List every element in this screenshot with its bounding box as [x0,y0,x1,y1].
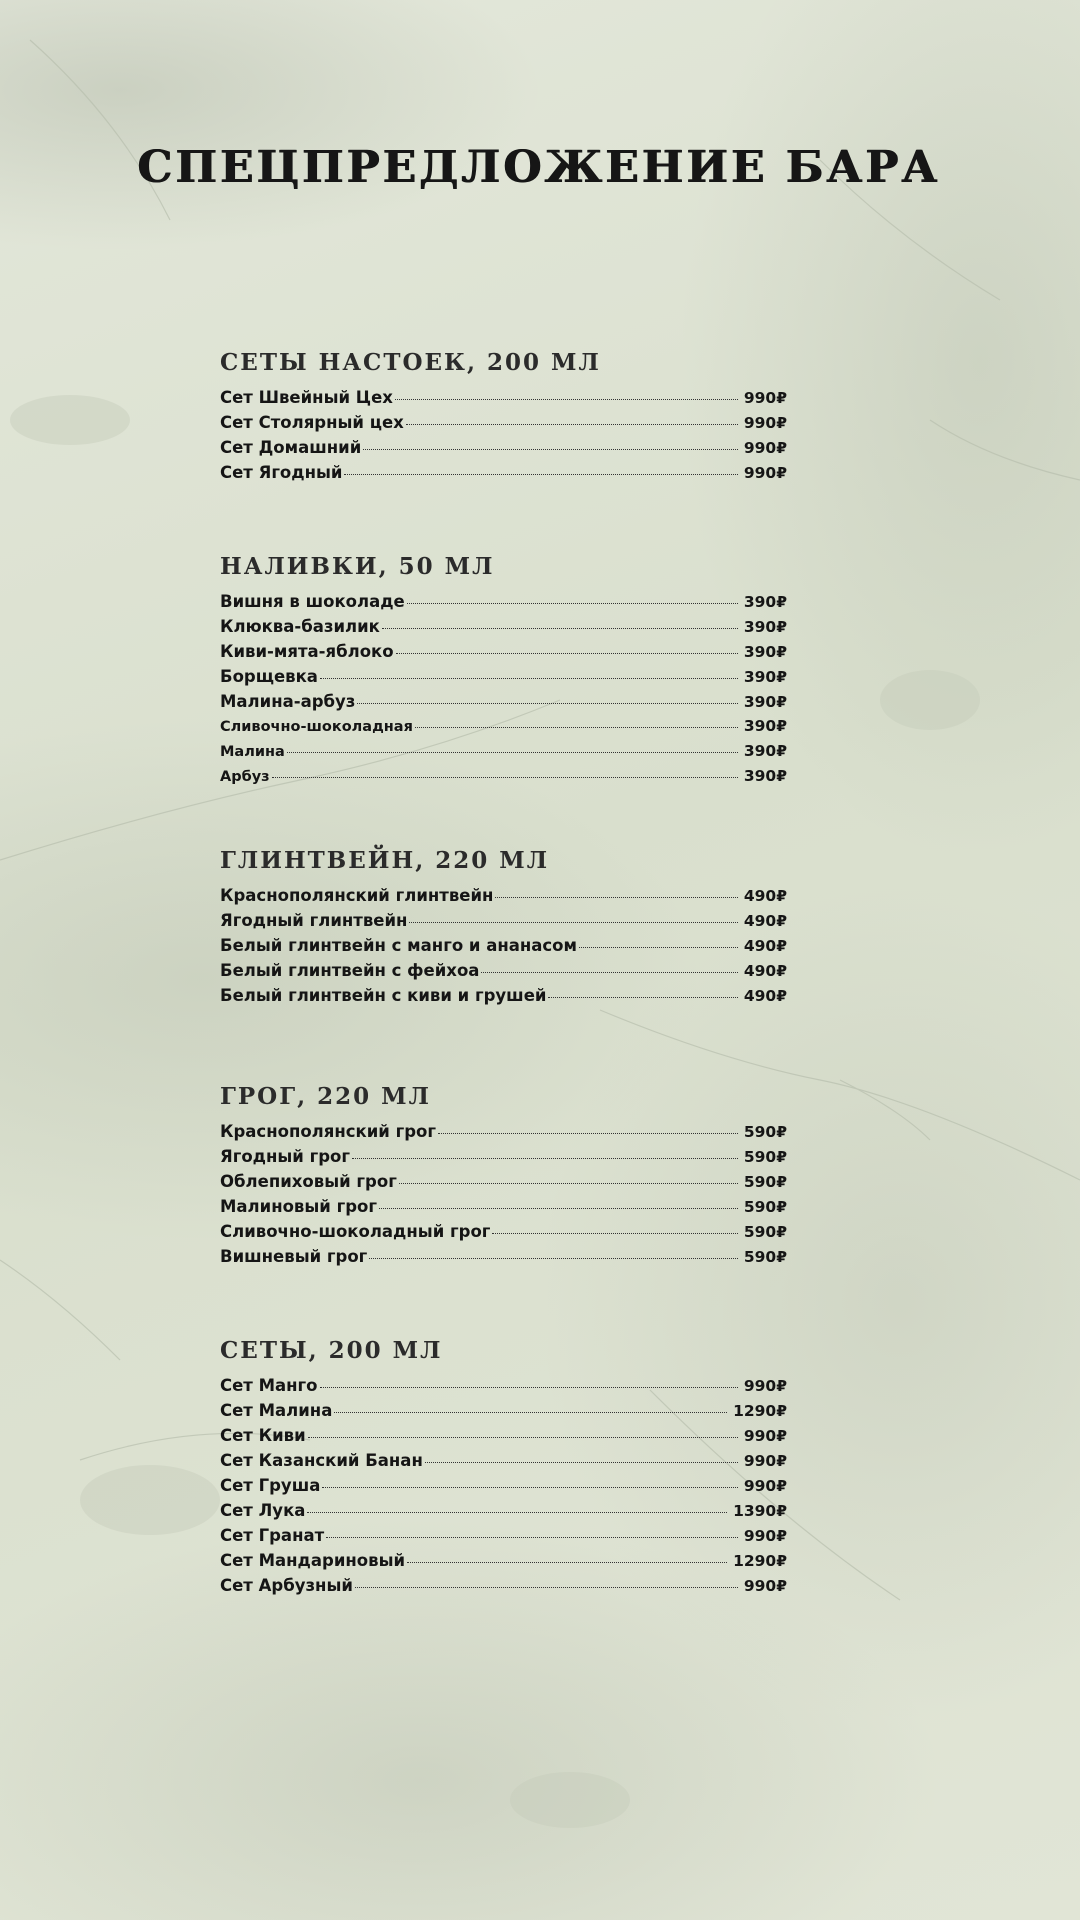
item-name: Сет Гранат [220,1526,325,1545]
dot-leader [334,1412,727,1413]
item-price: 390₽ [743,668,787,686]
item-price: 990₽ [743,1427,787,1445]
dot-leader [438,1133,738,1134]
item-name: Облепиховый грог [220,1172,397,1191]
item-price: 590₽ [743,1148,787,1166]
dot-leader [369,1258,738,1259]
item-price: 490₽ [743,987,787,1005]
menu-item [220,936,787,961]
dot-leader [409,922,737,923]
dot-leader [320,678,738,679]
item-name: Сет Малина [220,1401,333,1420]
item-name: Сливочно-шоколадный грог [220,1222,491,1241]
dot-leader [363,449,738,450]
menu-item [220,617,787,642]
item-price: 390₽ [743,643,787,661]
dot-leader [307,1512,727,1513]
item-price: 990₽ [743,464,787,482]
item-price: 390₽ [743,618,787,636]
menu-item [220,1501,787,1526]
menu-item [220,886,787,911]
menu-item [220,1172,787,1197]
dot-leader [326,1537,738,1538]
page-title: СПЕЦПРЕДЛОЖЕНИЕ БАРА [137,142,940,193]
item-name: Сет Столярный цех [220,413,404,432]
item-price: 590₽ [743,1248,787,1266]
item-price: 990₽ [743,389,787,407]
dot-leader [352,1158,738,1159]
menu-item [220,911,787,936]
dot-leader [415,727,738,728]
section-heading: СЕТЫ, 200 МЛ [220,1337,443,1364]
menu-item [220,742,787,767]
dot-leader [322,1487,738,1488]
item-name: Сет Казанский Банан [220,1451,423,1470]
menu-item [220,717,787,742]
item-price: 990₽ [743,1377,787,1395]
menu-item [220,1426,787,1451]
menu-item [220,1122,787,1147]
item-price: 490₽ [743,912,787,930]
item-price: 390₽ [743,717,787,735]
item-price: 1290₽ [733,1552,787,1570]
dot-leader [382,628,738,629]
item-name: Сет Арбузный [220,1576,353,1595]
menu-item [220,1451,787,1476]
dot-leader [355,1587,738,1588]
dot-leader [425,1462,738,1463]
item-name: Малина-арбуз [220,692,356,711]
dot-leader [344,474,737,475]
item-name: Борщевка [220,667,318,686]
dot-leader [399,1183,738,1184]
item-name: Ягодный глинтвейн [220,911,408,930]
menu-item [220,986,787,1011]
menu-section-liqueurs [220,548,787,792]
item-name: Белый глинтвейн с фейхоа [220,961,480,980]
item-price: 490₽ [743,937,787,955]
dot-leader [272,777,738,778]
item-price: 1390₽ [733,1502,787,1520]
section-heading: ГЛИНТВЕЙН, 220 МЛ [220,847,550,874]
dot-leader [548,997,737,998]
menu-item [220,1526,787,1551]
item-name: Белый глинтвейн с киви и грушей [220,986,547,1005]
item-name: Вишня в шоколаде [220,592,405,611]
menu-item [220,1401,787,1426]
item-price: 590₽ [743,1198,787,1216]
menu-item [220,767,787,792]
section-heading: ГРОГ, 220 МЛ [220,1083,431,1110]
item-name: Сет Ягодный [220,463,343,482]
menu-item [220,1247,787,1272]
item-price: 990₽ [743,439,787,457]
item-price: 390₽ [743,742,787,760]
item-price: 990₽ [743,1452,787,1470]
menu-item [220,642,787,667]
item-name: Клюква-базилик [220,617,380,636]
item-price: 590₽ [743,1223,787,1241]
item-name: Вишневый грог [220,1247,368,1266]
item-price: 490₽ [743,887,787,905]
dot-leader [320,1387,738,1388]
item-price: 390₽ [743,693,787,711]
menu-item [220,1147,787,1172]
dot-leader [287,752,738,753]
item-name: Сет Лука [220,1501,306,1520]
dot-leader [407,603,738,604]
item-name: Сет Мандариновый [220,1551,406,1570]
item-price: 390₽ [743,767,787,785]
item-name: Малина [220,744,285,760]
item-name: Киви-мята-яблоко [220,642,394,661]
menu-item [220,592,787,617]
item-name: Ягодный грог [220,1147,351,1166]
item-price: 990₽ [743,1477,787,1495]
menu-section-tinctures [220,344,787,488]
item-name: Малиновый грог [220,1197,377,1216]
dot-leader [395,399,738,400]
menu-item [220,667,787,692]
menu-item [220,1197,787,1222]
dot-leader [379,1208,738,1209]
menu-item [220,438,787,463]
item-price: 990₽ [743,1527,787,1545]
menu-item [220,388,787,413]
dot-leader [495,897,737,898]
item-price: 590₽ [743,1123,787,1141]
section-heading: НАЛИВКИ, 50 МЛ [220,553,495,580]
menu-item [220,1476,787,1501]
item-name: Сет Домашний [220,438,362,457]
item-name: Краснополянский грог [220,1122,436,1141]
item-name: Сет Швейный Цех [220,388,393,407]
item-name: Арбуз [220,769,270,785]
item-name: Сет Манго [220,1376,318,1395]
dot-leader [492,1233,737,1234]
menu-item [220,413,787,438]
dot-leader [308,1437,738,1438]
menu-item [220,1222,787,1247]
menu-item [220,1376,787,1401]
dot-leader [406,424,738,425]
item-name: Белый глинтвейн с манго и ананасом [220,936,578,955]
menu-section-sets [220,1332,787,1601]
dot-leader [579,947,738,948]
section-heading: СЕТЫ НАСТОЕК, 200 МЛ [220,349,601,376]
menu-item [220,1576,787,1601]
menu-item [220,961,787,986]
menu-section-mulled-wine [220,842,787,1011]
dot-leader [396,653,738,654]
dot-leader [407,1562,727,1563]
item-price: 1290₽ [733,1402,787,1420]
dot-leader [481,972,737,973]
menu-section-grog [220,1078,787,1272]
menu-item [220,692,787,717]
item-name: Сет Груша [220,1476,321,1495]
item-price: 590₽ [743,1173,787,1191]
item-name: Сет Киви [220,1426,306,1445]
item-price: 490₽ [743,962,787,980]
item-price: 390₽ [743,593,787,611]
item-price: 990₽ [743,1577,787,1595]
dot-leader [357,703,737,704]
item-price: 990₽ [743,414,787,432]
menu-item [220,463,787,488]
item-name: Краснополянский глинтвейн [220,886,494,905]
menu-item [220,1551,787,1576]
item-name: Сливочно-шоколадная [220,719,413,735]
